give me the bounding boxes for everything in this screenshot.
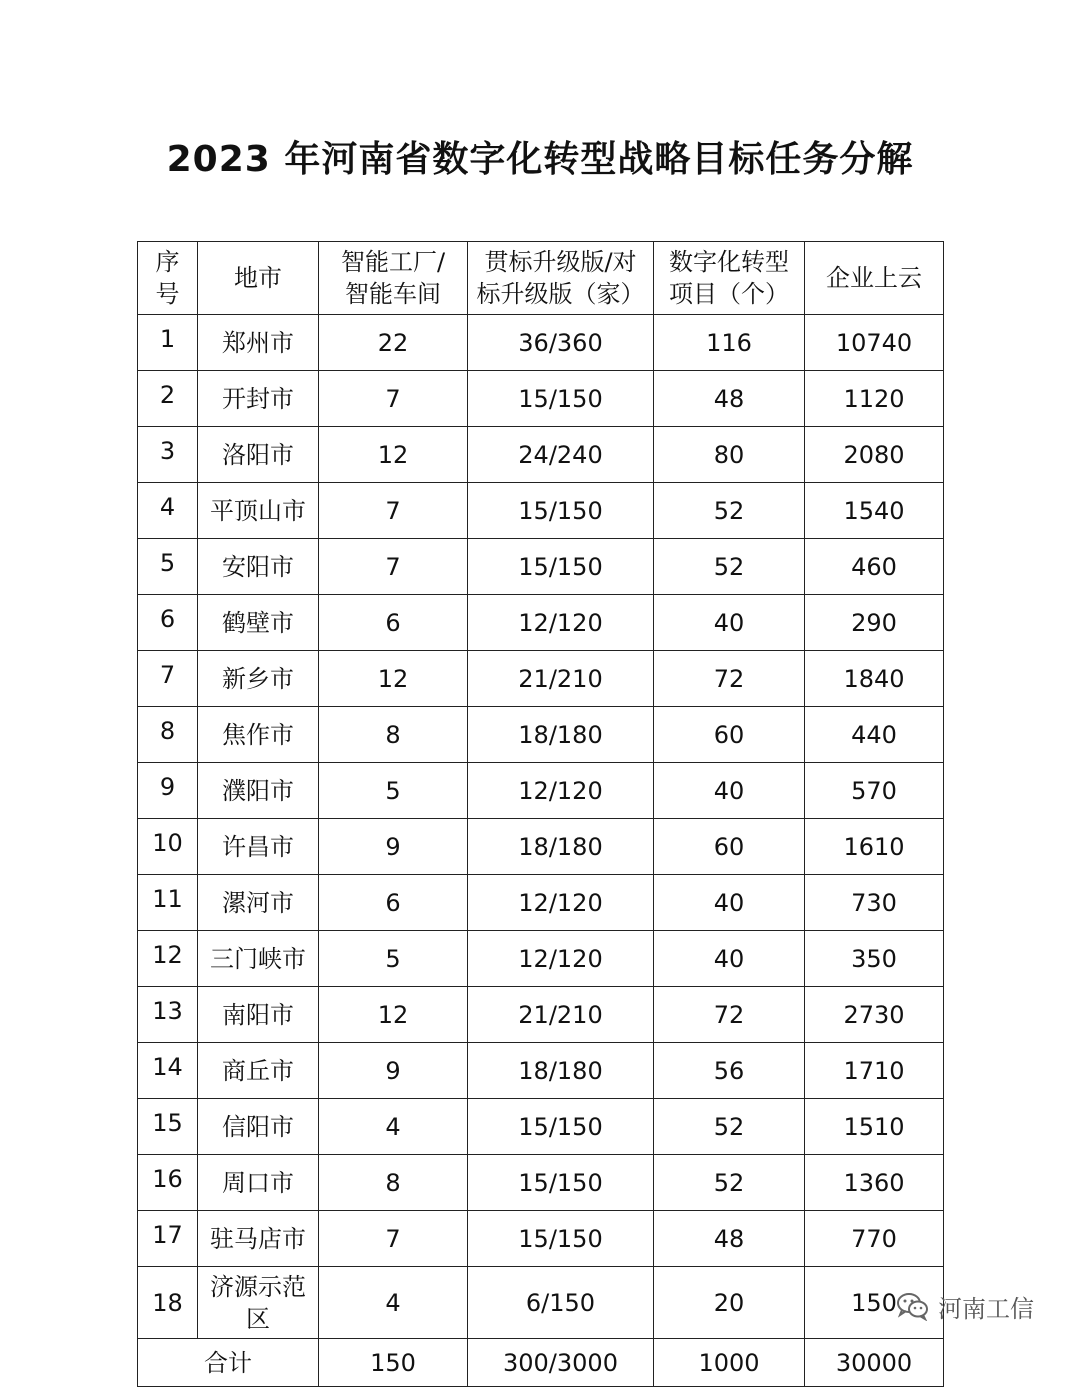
- cell-standard-upgrade: 6/150: [468, 1267, 654, 1339]
- header-standard-upgrade: [468, 242, 654, 315]
- cell-digital-projects: 40: [654, 875, 805, 931]
- cell-cloud: 2730: [805, 987, 944, 1043]
- cell-cloud: 10740: [805, 315, 944, 371]
- table-row: [138, 987, 944, 1043]
- header-digital-projects: [654, 242, 805, 315]
- cell-city: 新乡市: [198, 651, 319, 707]
- cell-city: 许昌市: [198, 819, 319, 875]
- cell-digital-projects: 52: [654, 539, 805, 595]
- cell-smart-factory: 9: [319, 819, 468, 875]
- cell-smart-factory: 7: [319, 371, 468, 427]
- cell-standard-upgrade: 21/210: [468, 651, 654, 707]
- cell-city: 平顶山市: [198, 483, 319, 539]
- cell-cloud: 570: [805, 763, 944, 819]
- cell-city: 信阳市: [198, 1099, 319, 1155]
- cell-seq: 5: [138, 539, 198, 595]
- cell-city: 三门峡市: [198, 931, 319, 987]
- cell-digital-projects: 48: [654, 1211, 805, 1267]
- cell-digital-projects: 40: [654, 931, 805, 987]
- cell-cloud: 1840: [805, 651, 944, 707]
- total-digital-projects: 1000: [654, 1339, 805, 1387]
- cell-smart-factory: 4: [319, 1099, 468, 1155]
- cell-cloud: 460: [805, 539, 944, 595]
- cell-cloud: 350: [805, 931, 944, 987]
- cell-smart-factory: 7: [319, 539, 468, 595]
- cell-digital-projects: 20: [654, 1267, 805, 1339]
- cell-city: 驻马店市: [198, 1211, 319, 1267]
- cell-city: 濮阳市: [198, 763, 319, 819]
- cell-city: 济源示范 区: [198, 1267, 319, 1339]
- cell-standard-upgrade: 18/180: [468, 1043, 654, 1099]
- cell-city: 南阳市: [198, 987, 319, 1043]
- cell-smart-factory: 12: [319, 427, 468, 483]
- header-digital-projects-label: 数字化转型 项目（个）: [669, 248, 789, 308]
- cell-standard-upgrade: 12/120: [468, 931, 654, 987]
- header-city: [198, 242, 319, 315]
- cell-smart-factory: 22: [319, 315, 468, 371]
- table-row: [138, 1267, 944, 1339]
- cell-cloud: 2080: [805, 427, 944, 483]
- cell-city: 焦作市: [198, 707, 319, 763]
- header-seq: [138, 242, 198, 315]
- table-row: [138, 819, 944, 875]
- cell-city: 漯河市: [198, 875, 319, 931]
- cell-cloud: 1510: [805, 1099, 944, 1155]
- cell-city: 开封市: [198, 371, 319, 427]
- cell-standard-upgrade: 15/150: [468, 1211, 654, 1267]
- table-row: [138, 651, 944, 707]
- table-row: [138, 763, 944, 819]
- cell-digital-projects: 60: [654, 819, 805, 875]
- cell-cloud: 1540: [805, 483, 944, 539]
- table-row: [138, 1043, 944, 1099]
- cell-standard-upgrade: 12/120: [468, 595, 654, 651]
- header-smart-factory: [319, 242, 468, 315]
- cell-seq: 16: [138, 1155, 198, 1211]
- cell-cloud: 1120: [805, 371, 944, 427]
- cell-smart-factory: 4: [319, 1267, 468, 1339]
- cell-seq: 13: [138, 987, 198, 1043]
- page-title: 2023 年河南省数字化转型战略目标任务分解: [166, 139, 914, 180]
- table-header-row: [138, 242, 944, 315]
- cell-standard-upgrade: 18/180: [468, 819, 654, 875]
- table-row: [138, 1099, 944, 1155]
- cell-cloud: 1710: [805, 1043, 944, 1099]
- cell-digital-projects: 80: [654, 427, 805, 483]
- header-seq-label: 序 号: [155, 248, 180, 308]
- cell-cloud: 1610: [805, 819, 944, 875]
- cell-seq: 8: [138, 707, 198, 763]
- cell-smart-factory: 7: [319, 483, 468, 539]
- cell-digital-projects: 60: [654, 707, 805, 763]
- cell-smart-factory: 9: [319, 1043, 468, 1099]
- cell-city: 商丘市: [198, 1043, 319, 1099]
- cell-seq: 9: [138, 763, 198, 819]
- cell-standard-upgrade: 15/150: [468, 539, 654, 595]
- total-standard-upgrade: 300/3000: [468, 1339, 654, 1387]
- table-row: [138, 931, 944, 987]
- header-cloud: [805, 242, 944, 315]
- table-row: [138, 427, 944, 483]
- cell-smart-factory: 12: [319, 651, 468, 707]
- cell-standard-upgrade: 15/150: [468, 1099, 654, 1155]
- cell-digital-projects: 72: [654, 651, 805, 707]
- cell-seq: 4: [138, 483, 198, 539]
- header-smart-factory-label: 智能工厂/ 智能车间: [340, 248, 446, 308]
- cell-cloud: 1360: [805, 1155, 944, 1211]
- cell-standard-upgrade: 36/360: [468, 315, 654, 371]
- cell-smart-factory: 8: [319, 1155, 468, 1211]
- cell-seq: 10: [138, 819, 198, 875]
- cell-seq: 11: [138, 875, 198, 931]
- watermark-text: 河南工信: [938, 1294, 1034, 1323]
- cell-digital-projects: 56: [654, 1043, 805, 1099]
- cell-smart-factory: 6: [319, 595, 468, 651]
- cell-smart-factory: 12: [319, 987, 468, 1043]
- cell-standard-upgrade: 15/150: [468, 483, 654, 539]
- cell-city: 洛阳市: [198, 427, 319, 483]
- cell-standard-upgrade: 18/180: [468, 707, 654, 763]
- cell-seq: 6: [138, 595, 198, 651]
- total-label: 合计: [138, 1339, 319, 1387]
- table-row: [138, 707, 944, 763]
- wechat-icon: [896, 1291, 930, 1321]
- table-row: [138, 595, 944, 651]
- watermark: [896, 1286, 1034, 1326]
- cell-digital-projects: 40: [654, 763, 805, 819]
- table-total-row: [138, 1339, 944, 1387]
- table-row: [138, 1155, 944, 1211]
- cell-cloud: 730: [805, 875, 944, 931]
- cell-standard-upgrade: 21/210: [468, 987, 654, 1043]
- cell-smart-factory: 6: [319, 875, 468, 931]
- cell-cloud: 150: [805, 1267, 944, 1339]
- total-smart-factory: 150: [319, 1339, 468, 1387]
- cell-standard-upgrade: 12/120: [468, 763, 654, 819]
- cell-city: 周口市: [198, 1155, 319, 1211]
- header-cloud-label: 企业上云: [826, 264, 922, 292]
- cell-smart-factory: 5: [319, 931, 468, 987]
- cell-seq: 3: [138, 427, 198, 483]
- cell-seq: 1: [138, 315, 198, 371]
- cell-digital-projects: 40: [654, 595, 805, 651]
- cell-seq: 7: [138, 651, 198, 707]
- table-row: [138, 315, 944, 371]
- cell-standard-upgrade: 12/120: [468, 875, 654, 931]
- cell-seq: 12: [138, 931, 198, 987]
- cell-digital-projects: 116: [654, 315, 805, 371]
- cell-digital-projects: 52: [654, 483, 805, 539]
- table-row: [138, 483, 944, 539]
- cell-cloud: 290: [805, 595, 944, 651]
- cell-seq: 14: [138, 1043, 198, 1099]
- table-body: [138, 315, 944, 1339]
- cell-seq: 17: [138, 1211, 198, 1267]
- table-row: [138, 371, 944, 427]
- cell-seq: 2: [138, 371, 198, 427]
- cell-digital-projects: 72: [654, 987, 805, 1043]
- cell-digital-projects: 52: [654, 1099, 805, 1155]
- cell-smart-factory: 8: [319, 707, 468, 763]
- cell-smart-factory: 7: [319, 1211, 468, 1267]
- cell-seq: 15: [138, 1099, 198, 1155]
- cell-digital-projects: 52: [654, 1155, 805, 1211]
- cell-city: 鹤壁市: [198, 595, 319, 651]
- cell-standard-upgrade: 15/150: [468, 1155, 654, 1211]
- table-row: [138, 875, 944, 931]
- cell-digital-projects: 48: [654, 371, 805, 427]
- cell-standard-upgrade: 15/150: [468, 371, 654, 427]
- cell-smart-factory: 5: [319, 763, 468, 819]
- header-standard-upgrade-label: 贯标升级版/对 标升级版（家）: [476, 248, 645, 308]
- target-table: [137, 241, 944, 1387]
- table-row: [138, 539, 944, 595]
- cell-standard-upgrade: 24/240: [468, 427, 654, 483]
- cell-city: 郑州市: [198, 315, 319, 371]
- header-city-label: 地市: [234, 264, 282, 292]
- cell-city: 安阳市: [198, 539, 319, 595]
- cell-cloud: 440: [805, 707, 944, 763]
- cell-cloud: 770: [805, 1211, 944, 1267]
- table-row: [138, 1211, 944, 1267]
- cell-seq: 18: [138, 1267, 198, 1339]
- total-cloud: 30000: [805, 1339, 944, 1387]
